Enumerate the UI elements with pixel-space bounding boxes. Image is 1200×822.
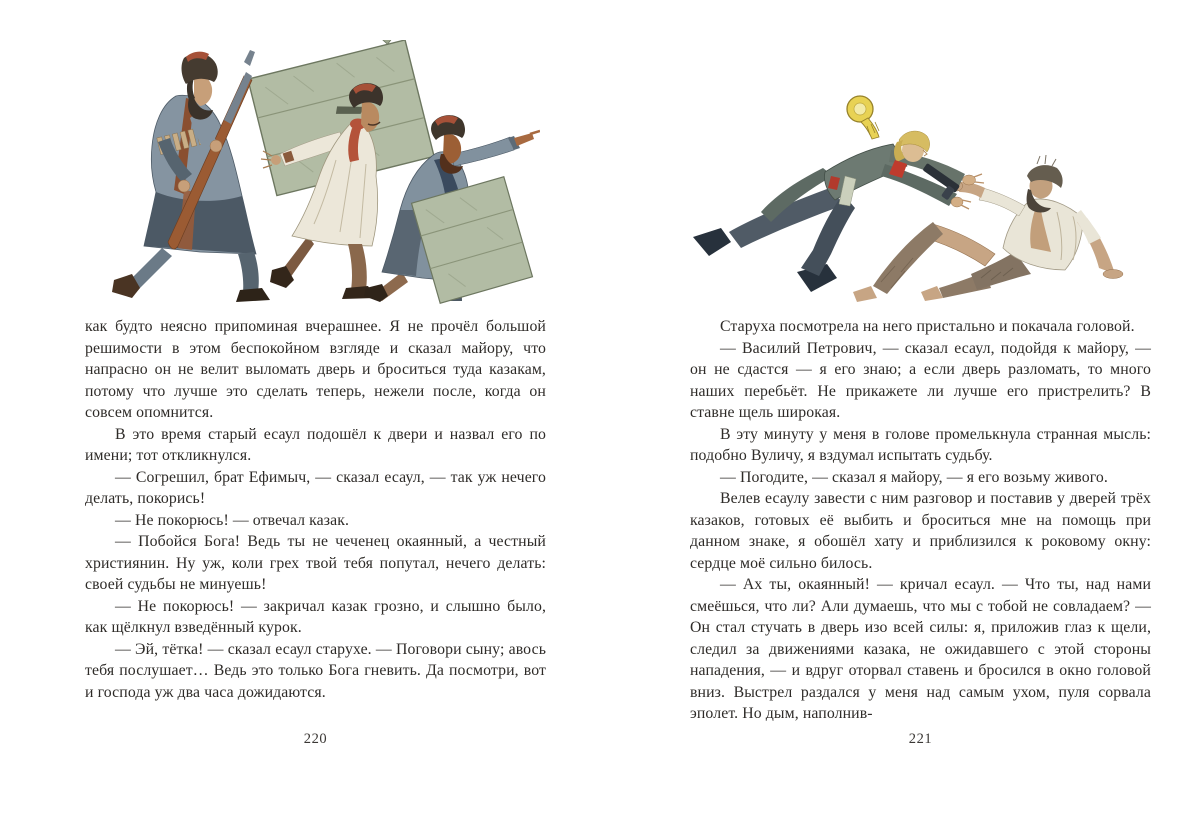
right-page-text — [690, 316, 1151, 725]
paragraph: Велев есаулу завести с ним разговор и поставив у дверей трёх казаков, готовых её выбить и броситься мне на помощь при данном знаке, я обошёл хату и приблизился к роковому окну: сердце моё сильно билось. — [690, 490, 1151, 572]
paragraph: В эту минуту у меня в голове промелькнула странная мысль: подобно Вуличу, я вздумал испытать судьбу. — [690, 425, 1151, 464]
paragraph: — Василий Петрович, — сказал есаул, подойдя к майору, — он не сдастся — я его знаю; а если дверь разломать, то много наших перебьёт. Не прикажете ли лучше его пристрелить? В ставне щель широкая. — [690, 339, 1151, 421]
paragraph: — Ах ты, окаянный! — кричал есаул. — Что ты, над нами смеёшься, что ли? Али думаешь, что мы с тобой не совладаем? — Он стал стучать в дверь изо всей силы: я, приложив глаз к щели, следил за движениями казака, не ожидавшего с этой стороны нападения, — и вдруг оторвал ставень и бросился в окно головой вниз. Выстрел раздался у меня над самым ухом, пуля сорвала эполет. Но дым, наполнив- — [690, 576, 1151, 722]
paragraph: В это время старый есаул подошёл к двери и назвал его по имени; тот откликнулся. — [85, 425, 546, 464]
paragraph: — Эй, тётка! — сказал есаул старухе. — Поговори сыну; авось тебя послушает… Ведь это только Бога гневить. Да посмотри, вот и господа уж два часа дожидаются. — [85, 640, 546, 701]
illustration-officer-lunge — [685, 82, 1140, 304]
paragraph: — Согрешил, брат Ефимыч, — сказал есаул, — так уж нечего делать, покорись! — [85, 468, 546, 507]
epaulet-flying — [847, 96, 879, 139]
paragraph: — Побойся Бога! Ведь ты не чеченец окаянный, а честный християнин. Ну уж, коли грех твой тебя попутал, нечего делать: своей судьбы не минуешь! — [85, 533, 546, 593]
page-number-left: 220 — [303, 731, 328, 747]
page-number-right: 221 — [908, 731, 933, 747]
paragraph: Старуха посмотрела на него пристально и покачала головой. — [720, 318, 1135, 335]
illustration-cossacks-running — [100, 40, 540, 304]
left-page-text — [85, 316, 546, 703]
paragraph: как будто неясно припоминая вчерашнее. Я не прочёл большой решимости в этом беспокойном взгляде и сказал майору, что напрасно он не велит выломать дверь и броситься туда казакам, потому что лучше это сделать теперь, нежели после, когда он совсем опомнится. — [85, 318, 546, 421]
paragraph: — Погодите, — сказал я майору, — я его возьму живого. — [720, 468, 1108, 486]
figure-cossack-rifleman — [112, 50, 270, 302]
paragraph: — Не покорюсь! — закричал казак грозно, и слышно было, как щёлкнул взведённый курок. — [85, 597, 546, 636]
paragraph: — Не покорюсь! — отвечал казак. — [115, 511, 350, 529]
figure-officer-lunging — [693, 131, 984, 292]
